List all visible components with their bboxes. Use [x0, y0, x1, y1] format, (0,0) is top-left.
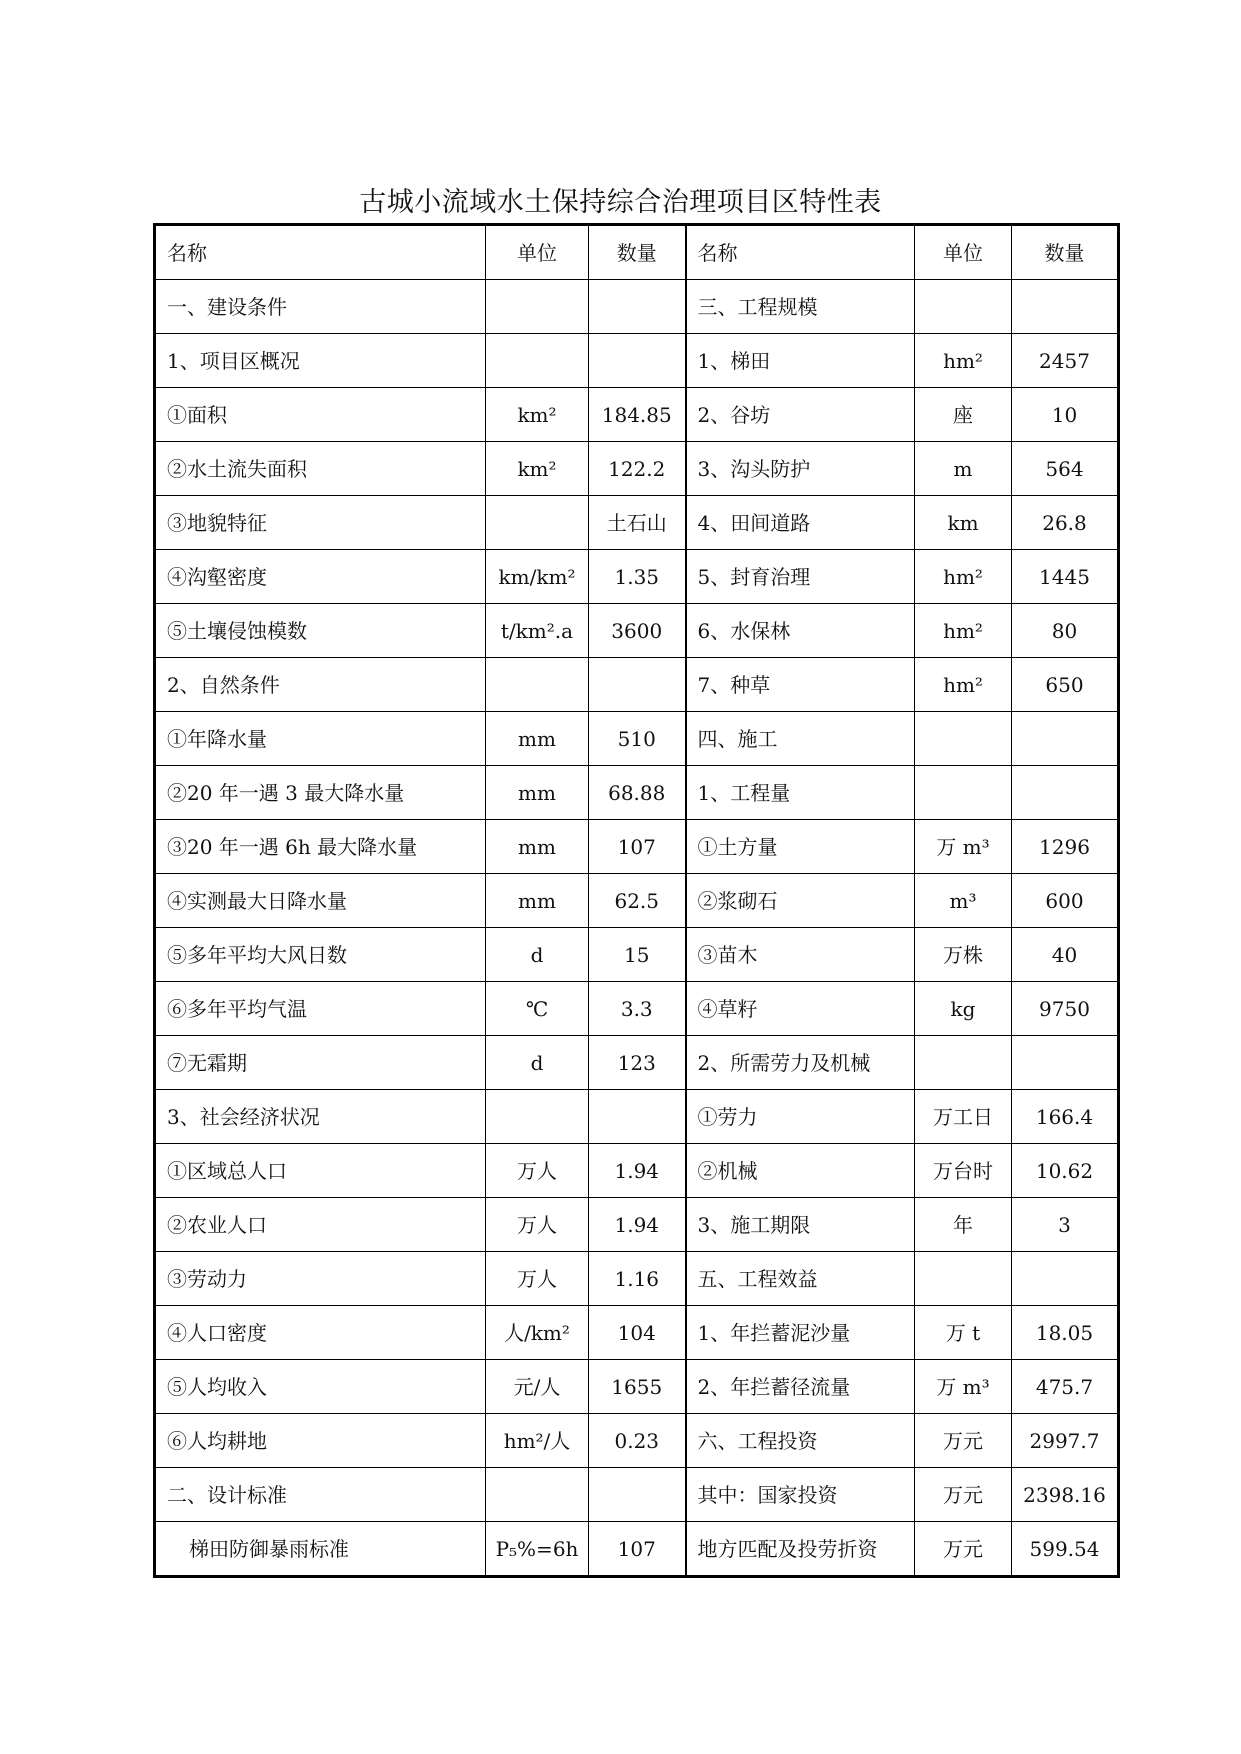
- left-item-unit: [486, 658, 589, 712]
- right-item-name: ②机械: [686, 1144, 915, 1198]
- header-left-unit: 单位: [486, 225, 589, 280]
- left-item-name: ①区域总人口: [155, 1144, 486, 1198]
- left-item-unit: mm: [486, 712, 589, 766]
- left-item-unit: 元/人: [486, 1360, 589, 1414]
- left-item-quantity: [589, 1468, 686, 1522]
- table-row: [155, 1468, 1119, 1522]
- right-item-unit: 万株: [915, 928, 1012, 982]
- right-item-quantity: [1012, 1036, 1119, 1090]
- left-item-quantity: [589, 658, 686, 712]
- right-item-quantity: 1296: [1012, 820, 1119, 874]
- right-item-name: 7、种草: [686, 658, 915, 712]
- right-item-quantity: 564: [1012, 442, 1119, 496]
- right-item-quantity: 10.62: [1012, 1144, 1119, 1198]
- left-item-unit: [486, 280, 589, 334]
- right-item-name: 1、梯田: [686, 334, 915, 388]
- right-item-name: ②浆砌石: [686, 874, 915, 928]
- left-item-quantity: 1.35: [589, 550, 686, 604]
- right-item-unit: m: [915, 442, 1012, 496]
- left-item-quantity: [589, 334, 686, 388]
- left-item-quantity: 123: [589, 1036, 686, 1090]
- left-item-quantity: 184.85: [589, 388, 686, 442]
- right-item-quantity: [1012, 766, 1119, 820]
- table-row: [155, 874, 1119, 928]
- left-item-name: ③20 年一遇 6h 最大降水量: [155, 820, 486, 874]
- left-item-name: ②水土流失面积: [155, 442, 486, 496]
- right-item-name: ①劳力: [686, 1090, 915, 1144]
- left-item-name: 1、项目区概况: [155, 334, 486, 388]
- table-row: [155, 604, 1119, 658]
- right-item-name: 6、水保林: [686, 604, 915, 658]
- left-item-name: ②农业人口: [155, 1198, 486, 1252]
- left-item-unit: [486, 1468, 589, 1522]
- right-item-name: 六、工程投资: [686, 1414, 915, 1468]
- right-item-unit: hm²: [915, 550, 1012, 604]
- right-item-name: ③苗木: [686, 928, 915, 982]
- table-row: [155, 1360, 1119, 1414]
- right-item-unit: 万元: [915, 1414, 1012, 1468]
- right-item-name: ①土方量: [686, 820, 915, 874]
- left-item-quantity: 107: [589, 820, 686, 874]
- right-item-name: 3、沟头防护: [686, 442, 915, 496]
- left-item-quantity: [589, 1090, 686, 1144]
- left-item-name: 一、建设条件: [155, 280, 486, 334]
- left-item-unit: 万人: [486, 1252, 589, 1306]
- right-item-unit: m³: [915, 874, 1012, 928]
- left-item-name: 3、社会经济状况: [155, 1090, 486, 1144]
- right-item-name: 5、封育治理: [686, 550, 915, 604]
- left-item-name: ④人口密度: [155, 1306, 486, 1360]
- right-item-unit: [915, 1252, 1012, 1306]
- left-item-name: ⑤人均收入: [155, 1360, 486, 1414]
- left-item-name: ②20 年一遇 3 最大降水量: [155, 766, 486, 820]
- right-item-unit: km: [915, 496, 1012, 550]
- left-item-name: ①年降水量: [155, 712, 486, 766]
- right-item-name: 五、工程效益: [686, 1252, 915, 1306]
- left-item-name: ④沟壑密度: [155, 550, 486, 604]
- right-item-unit: [915, 1036, 1012, 1090]
- table-row: [155, 442, 1119, 496]
- left-item-name: 2、自然条件: [155, 658, 486, 712]
- right-item-quantity: 10: [1012, 388, 1119, 442]
- left-item-unit: t/km².a: [486, 604, 589, 658]
- left-item-unit: [486, 1090, 589, 1144]
- right-item-quantity: 2398.16: [1012, 1468, 1119, 1522]
- right-item-quantity: 1445: [1012, 550, 1119, 604]
- left-item-name: ⑤土壤侵蚀模数: [155, 604, 486, 658]
- left-item-name: 梯田防御暴雨标准: [155, 1522, 486, 1577]
- left-item-name: ④实测最大日降水量: [155, 874, 486, 928]
- left-item-quantity: 土石山: [589, 496, 686, 550]
- left-item-quantity: 68.88: [589, 766, 686, 820]
- table-row: [155, 388, 1119, 442]
- right-item-unit: 万 m³: [915, 1360, 1012, 1414]
- table-row: [155, 550, 1119, 604]
- right-item-unit: 座: [915, 388, 1012, 442]
- left-item-quantity: 1.94: [589, 1198, 686, 1252]
- right-item-quantity: 166.4: [1012, 1090, 1119, 1144]
- header-row: [155, 225, 1119, 280]
- left-item-quantity: 510: [589, 712, 686, 766]
- right-item-unit: 万工日: [915, 1090, 1012, 1144]
- right-item-quantity: 2997.7: [1012, 1414, 1119, 1468]
- left-item-quantity: 1.16: [589, 1252, 686, 1306]
- table-row: [155, 1306, 1119, 1360]
- right-item-unit: 万台时: [915, 1144, 1012, 1198]
- left-item-unit: P₅%=6h: [486, 1522, 589, 1577]
- left-item-name: ③地貌特征: [155, 496, 486, 550]
- right-item-unit: 万 t: [915, 1306, 1012, 1360]
- right-item-name: 2、年拦蓄径流量: [686, 1360, 915, 1414]
- right-item-quantity: 599.54: [1012, 1522, 1119, 1577]
- header-left-qty: 数量: [589, 225, 686, 280]
- left-item-unit: mm: [486, 766, 589, 820]
- table-row: [155, 928, 1119, 982]
- right-item-unit: 万 m³: [915, 820, 1012, 874]
- left-item-unit: km²: [486, 442, 589, 496]
- left-item-quantity: 1.94: [589, 1144, 686, 1198]
- right-item-unit: [915, 712, 1012, 766]
- table-row: [155, 712, 1119, 766]
- right-item-unit: hm²: [915, 334, 1012, 388]
- right-item-quantity: 600: [1012, 874, 1119, 928]
- left-item-quantity: 107: [589, 1522, 686, 1577]
- table-row: [155, 280, 1119, 334]
- left-item-unit: km/km²: [486, 550, 589, 604]
- left-item-name: ①面积: [155, 388, 486, 442]
- right-item-quantity: 650: [1012, 658, 1119, 712]
- right-item-unit: kg: [915, 982, 1012, 1036]
- right-item-quantity: 40: [1012, 928, 1119, 982]
- right-item-unit: hm²: [915, 604, 1012, 658]
- table-row: [155, 658, 1119, 712]
- right-item-name: 2、所需劳力及机械: [686, 1036, 915, 1090]
- right-item-name: 其中：国家投资: [686, 1468, 915, 1522]
- right-item-quantity: [1012, 280, 1119, 334]
- right-item-name: 三、工程规模: [686, 280, 915, 334]
- left-item-name: ③劳动力: [155, 1252, 486, 1306]
- left-item-unit: mm: [486, 820, 589, 874]
- table-row: [155, 1144, 1119, 1198]
- left-item-unit: mm: [486, 874, 589, 928]
- header-right-unit: 单位: [915, 225, 1012, 280]
- left-item-unit: hm²/人: [486, 1414, 589, 1468]
- right-item-name: 1、工程量: [686, 766, 915, 820]
- left-item-name: 二、设计标准: [155, 1468, 486, 1522]
- right-item-unit: 万元: [915, 1522, 1012, 1577]
- left-item-unit: 万人: [486, 1198, 589, 1252]
- header-left-name: 名称: [155, 225, 486, 280]
- table-row: [155, 1090, 1119, 1144]
- left-item-unit: d: [486, 1036, 589, 1090]
- characteristics-table: [153, 223, 1120, 1578]
- left-item-unit: 人/km²: [486, 1306, 589, 1360]
- table-row: [155, 1198, 1119, 1252]
- left-item-quantity: 0.23: [589, 1414, 686, 1468]
- left-item-quantity: 104: [589, 1306, 686, 1360]
- left-item-quantity: [589, 280, 686, 334]
- right-item-unit: 年: [915, 1198, 1012, 1252]
- right-item-name: 1、年拦蓄泥沙量: [686, 1306, 915, 1360]
- right-item-name: 4、田间道路: [686, 496, 915, 550]
- table-row: [155, 1252, 1119, 1306]
- left-item-quantity: 15: [589, 928, 686, 982]
- table-row: [155, 1414, 1119, 1468]
- left-item-unit: d: [486, 928, 589, 982]
- left-item-name: ⑤多年平均大风日数: [155, 928, 486, 982]
- right-item-quantity: 475.7: [1012, 1360, 1119, 1414]
- table-row: [155, 334, 1119, 388]
- left-item-name: ⑦无霜期: [155, 1036, 486, 1090]
- table-row: [155, 1522, 1119, 1577]
- right-item-unit: [915, 766, 1012, 820]
- right-item-quantity: 3: [1012, 1198, 1119, 1252]
- left-item-name: ⑥多年平均气温: [155, 982, 486, 1036]
- left-item-quantity: 62.5: [589, 874, 686, 928]
- left-item-quantity: 122.2: [589, 442, 686, 496]
- table-row: [155, 820, 1119, 874]
- table-row: [155, 1036, 1119, 1090]
- left-item-unit: km²: [486, 388, 589, 442]
- left-item-quantity: 3600: [589, 604, 686, 658]
- left-item-quantity: 3.3: [589, 982, 686, 1036]
- right-item-name: 四、施工: [686, 712, 915, 766]
- right-item-unit: [915, 280, 1012, 334]
- right-item-quantity: 80: [1012, 604, 1119, 658]
- header-right-name: 名称: [686, 225, 915, 280]
- right-item-name: ④草籽: [686, 982, 915, 1036]
- right-item-quantity: 9750: [1012, 982, 1119, 1036]
- left-item-name: ⑥人均耕地: [155, 1414, 486, 1468]
- right-item-quantity: 18.05: [1012, 1306, 1119, 1360]
- left-item-unit: 万人: [486, 1144, 589, 1198]
- right-item-quantity: [1012, 1252, 1119, 1306]
- right-item-unit: 万元: [915, 1468, 1012, 1522]
- table-row: [155, 496, 1119, 550]
- right-item-quantity: 2457: [1012, 334, 1119, 388]
- left-item-unit: [486, 496, 589, 550]
- right-item-unit: hm²: [915, 658, 1012, 712]
- right-item-name: 3、施工期限: [686, 1198, 915, 1252]
- header-right-qty: 数量: [1012, 225, 1119, 280]
- page-title: 古城小流域水土保持综合治理项目区特性表: [359, 187, 882, 218]
- right-item-name: 地方匹配及投劳折资: [686, 1522, 915, 1577]
- table-row: [155, 766, 1119, 820]
- right-item-quantity: 26.8: [1012, 496, 1119, 550]
- table-row: [155, 982, 1119, 1036]
- left-item-unit: ℃: [486, 982, 589, 1036]
- right-item-name: 2、谷坊: [686, 388, 915, 442]
- left-item-unit: [486, 334, 589, 388]
- right-item-quantity: [1012, 712, 1119, 766]
- left-item-quantity: 1655: [589, 1360, 686, 1414]
